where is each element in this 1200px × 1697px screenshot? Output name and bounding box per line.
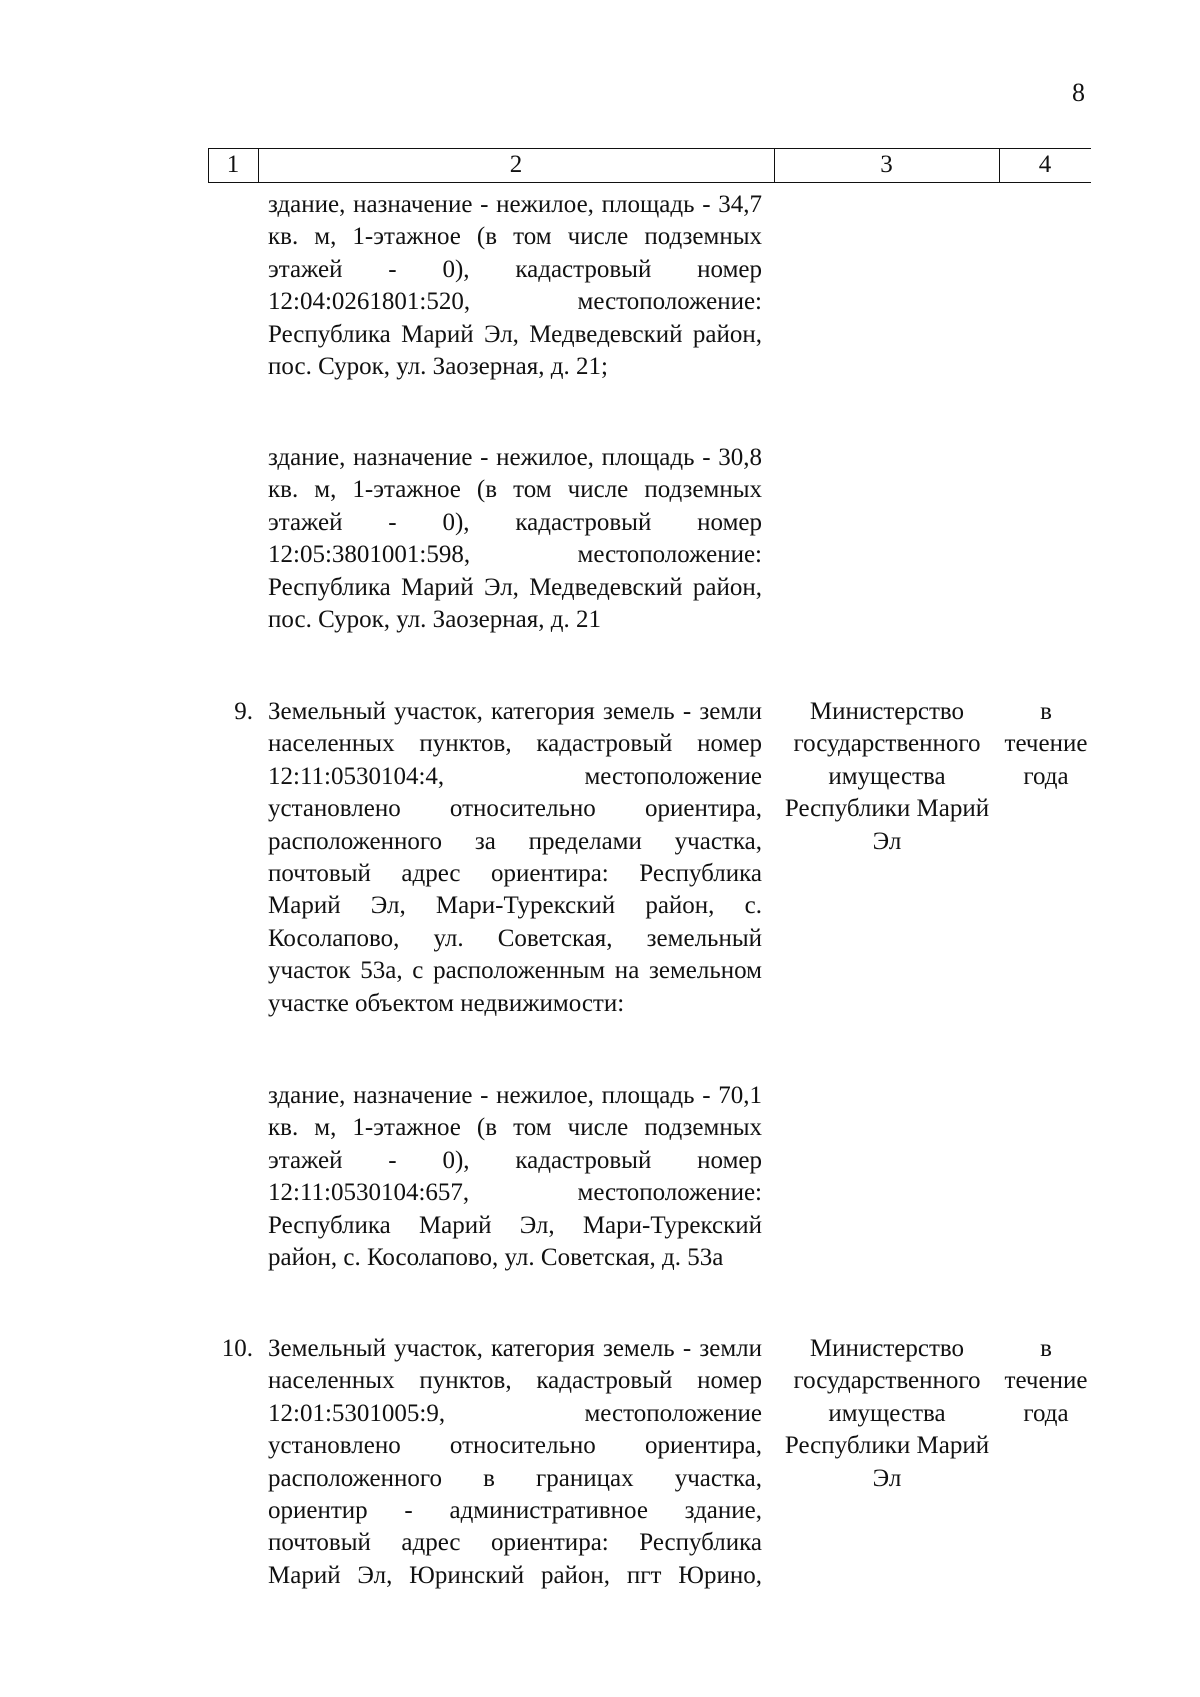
building-description: здание, назначение - нежилое, площадь - 70,1 кв. м, 1-этажное (в том числе подземных этажей - 0), кадастровый номер 12:11:0530104:657, местоположение: Республика Марий Эл, Мари-Турекский район, с. Косолапово, ул. Советская, д. 53а — [268, 1082, 762, 1272]
land-plot-description: Земельный участок, категория земель - земли населенных пунктов, кадастровый номер 12:11:0530104:4, местоположение установлено относительно ориентира, расположенного за пределами участка, почтовый адрес ориентира: Республика Марий Эл, Мари-Турекский район, с. Косолапово, ул. Советская, земельный участок 53а, с расположенным на земельном участке объектом недвижимости: — [268, 698, 762, 1017]
land-plot-description: Земельный участок, категория земель - земли населенных пунктов, кадастровый номер 12:01:5301005:9, местоположение установлено относительно ориентира, расположенного в границах участка, ориентир - административное здание, почтовый адрес ориентира: Республика Марий Эл, Юринский район, пгт Юрино, — [268, 1335, 762, 1589]
responsible-cell: Министерство государственного имущества Республики Марий Эл — [784, 1335, 990, 1492]
description-cell — [268, 1333, 762, 1592]
row-number: 9. — [234, 698, 253, 725]
page-number: 8 — [1072, 78, 1085, 107]
column-header-2: 2 — [509, 151, 523, 178]
deadline-cell: в течение года — [1004, 698, 1088, 790]
column-header-1: 1 — [226, 151, 240, 178]
column-header-4: 4 — [1038, 151, 1052, 178]
building-description: здание, назначение - нежилое, площадь - 34,7 кв. м, 1-этажное (в том числе подземных этажей - 0), кадастровый номер 12:04:0261801:520, местоположение: Республика Марий Эл, Медведевский район, пос. Сурок, ул. Заозерная, д. 21; — [268, 191, 762, 381]
description-cell — [268, 189, 762, 383]
description-cell — [268, 696, 762, 1020]
column-header-3: 3 — [880, 151, 893, 178]
building-description: здание, назначение - нежилое, площадь - 30,8 кв. м, 1-этажное (в том числе подземных этажей - 0), кадастровый номер 12:05:3801001:598, местоположение: Республика Марий Эл, Медведевский район, пос. Сурок, ул. Заозерная, д. 21 — [268, 444, 762, 634]
deadline-cell: в течение года — [1004, 1335, 1088, 1427]
row-number: 10. — [221, 1335, 253, 1362]
description-cell — [268, 442, 762, 636]
description-cell — [268, 1080, 762, 1274]
responsible-cell: Министерство государственного имущества Республики Марий Эл — [784, 698, 990, 855]
table-header-row — [208, 148, 1091, 183]
